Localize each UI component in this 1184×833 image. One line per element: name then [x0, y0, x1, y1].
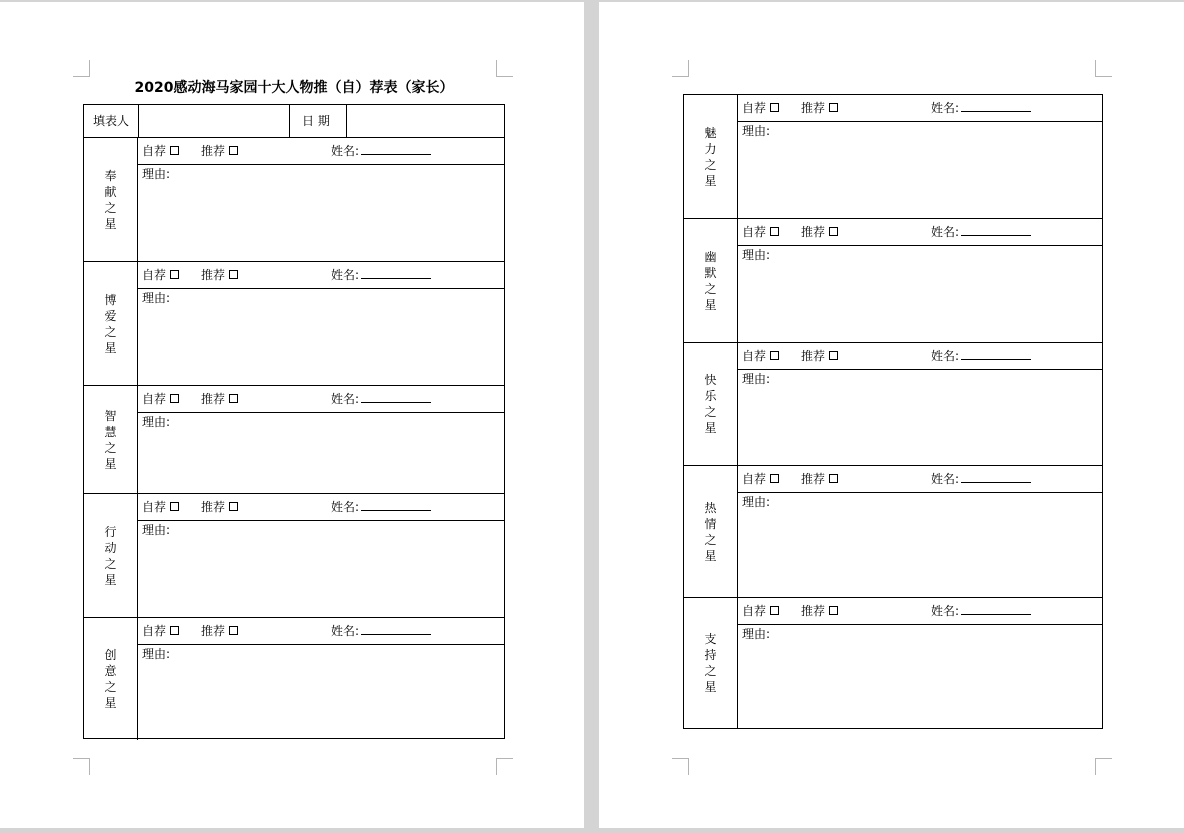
name-label: 姓名:	[931, 101, 960, 115]
name-label: 姓名:	[331, 268, 360, 282]
name-field[interactable]	[931, 598, 1031, 624]
reason-label: 理由:	[142, 291, 171, 305]
self-label: 自荐	[742, 349, 767, 363]
reason-field[interactable]	[138, 289, 504, 305]
name-field[interactable]	[931, 466, 1031, 492]
award-section	[84, 138, 504, 262]
page-1	[0, 2, 584, 828]
option-row	[138, 138, 504, 165]
self-option[interactable]	[742, 219, 779, 245]
self-checkbox[interactable]	[770, 606, 779, 615]
reason-label: 理由:	[742, 627, 771, 641]
name-input-line[interactable]	[361, 142, 431, 155]
recommend-checkbox[interactable]	[229, 502, 238, 511]
self-label: 自荐	[742, 472, 767, 486]
recommend-checkbox[interactable]	[829, 474, 838, 483]
recommend-checkbox[interactable]	[829, 103, 838, 112]
award-content	[738, 95, 1102, 218]
recommend-checkbox[interactable]	[229, 270, 238, 279]
award-name: 博爱之星	[104, 292, 117, 355]
document-title: 2020感动海马家园十大人物推（自）荐表（家长）	[134, 80, 454, 96]
award-content	[738, 466, 1102, 597]
award-content	[138, 618, 504, 740]
award-label-cell	[684, 219, 738, 342]
recommend-label: 推荐	[201, 144, 226, 158]
name-label: 姓名:	[331, 624, 360, 638]
award-section	[84, 618, 504, 740]
name-field[interactable]	[331, 618, 431, 644]
reason-label: 理由:	[742, 495, 771, 509]
date-label: 日 期	[302, 114, 330, 128]
recommend-option[interactable]	[201, 138, 238, 164]
option-row	[138, 494, 504, 521]
name-field[interactable]	[331, 262, 431, 288]
award-name: 智慧之星	[104, 408, 117, 471]
name-input-line[interactable]	[361, 390, 431, 403]
award-name: 魅力之星	[704, 125, 717, 188]
name-label: 姓名:	[331, 392, 360, 406]
award-label-cell	[84, 618, 138, 740]
nomination-table-page-1	[83, 104, 505, 739]
self-checkbox[interactable]	[170, 626, 179, 635]
reason-label: 理由:	[742, 372, 771, 386]
recommend-option[interactable]	[201, 262, 238, 288]
award-section	[684, 95, 1102, 219]
recommend-label: 推荐	[201, 500, 226, 514]
recommend-label: 推荐	[201, 624, 226, 638]
margin-corner-mark	[73, 758, 90, 775]
margin-corner-mark	[1095, 758, 1112, 775]
recommend-label: 推荐	[801, 604, 826, 618]
award-label-cell	[84, 386, 138, 493]
award-name: 行动之星	[104, 524, 117, 587]
reason-field[interactable]	[738, 625, 1102, 641]
recommend-checkbox[interactable]	[229, 626, 238, 635]
name-label: 姓名:	[931, 472, 960, 486]
award-content	[738, 219, 1102, 342]
award-section	[684, 598, 1102, 728]
recommend-label: 推荐	[801, 472, 826, 486]
self-checkbox[interactable]	[770, 351, 779, 360]
award-label-cell	[84, 494, 138, 617]
award-label-cell	[684, 95, 738, 218]
reason-label: 理由:	[142, 415, 171, 429]
self-option[interactable]	[142, 138, 179, 164]
self-option[interactable]	[142, 494, 179, 520]
recommend-checkbox[interactable]	[829, 227, 838, 236]
self-label: 自荐	[142, 392, 167, 406]
reason-label: 理由:	[142, 647, 171, 661]
margin-corner-mark	[73, 60, 90, 77]
option-row	[738, 95, 1102, 122]
margin-corner-mark	[496, 60, 513, 77]
name-field[interactable]	[931, 343, 1031, 369]
reason-label: 理由:	[742, 248, 771, 262]
recommend-option[interactable]	[201, 618, 238, 644]
self-option[interactable]	[742, 343, 779, 369]
award-content	[738, 343, 1102, 465]
self-label: 自荐	[142, 624, 167, 638]
margin-corner-mark	[672, 60, 689, 77]
filler-field[interactable]	[139, 105, 289, 137]
award-name: 幽默之星	[704, 249, 717, 312]
recommend-checkbox[interactable]	[829, 351, 838, 360]
page-2	[599, 2, 1184, 828]
award-section	[684, 219, 1102, 343]
name-input-line[interactable]	[961, 470, 1031, 483]
award-name: 热情之星	[704, 500, 717, 563]
recommend-option[interactable]	[801, 598, 838, 624]
header-row	[84, 105, 504, 138]
reason-label: 理由:	[142, 523, 171, 537]
award-section	[84, 262, 504, 386]
self-option[interactable]	[142, 262, 179, 288]
name-field[interactable]	[331, 138, 431, 164]
award-name: 支持之星	[704, 632, 717, 694]
option-row	[138, 262, 504, 289]
option-row	[138, 386, 504, 413]
name-label: 姓名:	[331, 500, 360, 514]
recommend-option[interactable]	[801, 343, 838, 369]
award-content	[138, 386, 504, 493]
self-checkbox[interactable]	[170, 270, 179, 279]
option-row	[738, 466, 1102, 493]
reason-field[interactable]	[738, 370, 1102, 386]
award-section	[84, 386, 504, 494]
self-option[interactable]	[142, 618, 179, 644]
self-checkbox[interactable]	[770, 103, 779, 112]
name-label: 姓名:	[931, 604, 960, 618]
name-field[interactable]	[331, 494, 431, 520]
name-field[interactable]	[931, 95, 1031, 121]
margin-corner-mark	[496, 758, 513, 775]
award-section	[84, 494, 504, 618]
self-checkbox[interactable]	[770, 227, 779, 236]
award-label-cell	[684, 466, 738, 597]
recommend-label: 推荐	[801, 101, 826, 115]
self-label: 自荐	[142, 144, 167, 158]
recommend-label: 推荐	[801, 225, 826, 239]
recommend-option[interactable]	[801, 95, 838, 121]
award-label-cell	[84, 262, 138, 385]
self-checkbox[interactable]	[170, 146, 179, 155]
recommend-option[interactable]	[801, 219, 838, 245]
recommend-checkbox[interactable]	[229, 146, 238, 155]
award-section	[684, 466, 1102, 598]
recommend-option[interactable]	[801, 466, 838, 492]
self-label: 自荐	[742, 225, 767, 239]
reason-field[interactable]	[138, 645, 504, 661]
reason-field[interactable]	[738, 246, 1102, 262]
option-row	[138, 618, 504, 645]
award-content	[138, 494, 504, 617]
award-name: 奉献之星	[104, 168, 117, 231]
reason-field[interactable]	[738, 122, 1102, 138]
recommend-checkbox[interactable]	[829, 606, 838, 615]
reason-label: 理由:	[742, 124, 771, 138]
award-content	[138, 262, 504, 385]
recommend-label: 推荐	[201, 392, 226, 406]
self-option[interactable]	[742, 466, 779, 492]
self-label: 自荐	[142, 500, 167, 514]
name-input-line[interactable]	[961, 602, 1031, 615]
award-section	[684, 343, 1102, 466]
recommend-checkbox[interactable]	[229, 394, 238, 403]
name-input-line[interactable]	[361, 622, 431, 635]
name-input-line[interactable]	[361, 498, 431, 511]
self-label: 自荐	[742, 101, 767, 115]
nomination-table-page-2	[683, 94, 1103, 729]
award-content	[138, 138, 504, 261]
option-row	[738, 598, 1102, 625]
self-label: 自荐	[142, 268, 167, 282]
award-label-cell	[84, 138, 138, 261]
option-row	[738, 219, 1102, 246]
reason-field[interactable]	[738, 493, 1102, 509]
name-label: 姓名:	[931, 349, 960, 363]
reason-label: 理由:	[142, 167, 171, 181]
self-option[interactable]	[742, 95, 779, 121]
award-name: 快乐之星	[704, 373, 717, 435]
self-checkbox[interactable]	[170, 394, 179, 403]
self-option[interactable]	[142, 386, 179, 412]
name-field[interactable]	[331, 386, 431, 412]
name-label: 姓名:	[331, 144, 360, 158]
self-checkbox[interactable]	[770, 474, 779, 483]
award-label-cell	[684, 598, 738, 728]
margin-corner-mark	[1095, 60, 1112, 77]
recommend-label: 推荐	[201, 268, 226, 282]
name-input-line[interactable]	[961, 99, 1031, 112]
recommend-label: 推荐	[801, 349, 826, 363]
name-input-line[interactable]	[961, 223, 1031, 236]
name-label: 姓名:	[931, 225, 960, 239]
margin-corner-mark	[672, 758, 689, 775]
name-field[interactable]	[931, 219, 1031, 245]
recommend-option[interactable]	[201, 494, 238, 520]
award-name: 创意之星	[104, 648, 117, 710]
award-label-cell	[684, 343, 738, 465]
name-input-line[interactable]	[961, 347, 1031, 360]
self-checkbox[interactable]	[170, 502, 179, 511]
reason-field[interactable]	[138, 413, 504, 429]
award-content	[738, 598, 1102, 728]
date-field[interactable]	[347, 105, 503, 137]
recommend-option[interactable]	[201, 386, 238, 412]
name-input-line[interactable]	[361, 266, 431, 279]
option-row	[738, 343, 1102, 370]
reason-field[interactable]	[138, 165, 504, 181]
reason-field[interactable]	[138, 521, 504, 537]
filler-label: 填表人	[93, 114, 130, 128]
self-label: 自荐	[742, 604, 767, 618]
self-option[interactable]	[742, 598, 779, 624]
